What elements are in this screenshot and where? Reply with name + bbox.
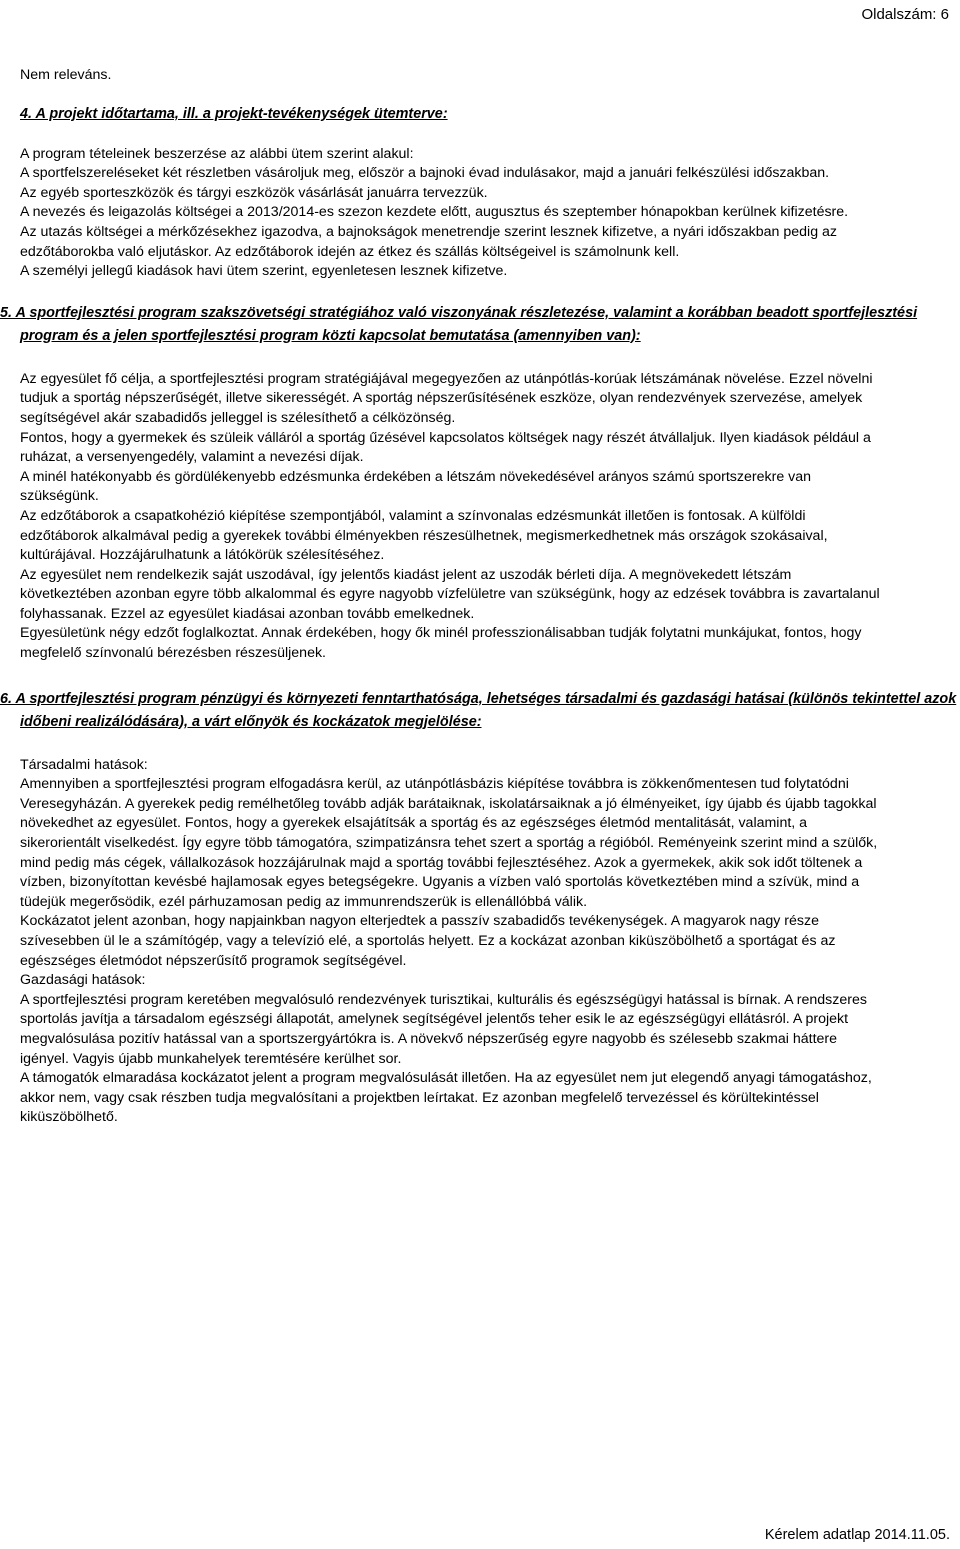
- social-impact-subheading: Társadalmi hatások:: [20, 756, 148, 773]
- section-5-line: A minél hatékonyabb és gördülékenyebb edzésmunka érdekében a létszám növekedésével arányos számú sportszerekre van: [20, 468, 812, 485]
- section-5-line: Az egyesület nem rendelkezik saját uszodával, így jelentős kiadást jelent az uszodák bérleti díja. A megnövekedett létszám: [20, 566, 792, 583]
- section-6-line: tüdejük megerősödik, ezél párhuzamosan pedig az immunrendszerük is ellenállóbbá válik.: [20, 893, 588, 910]
- section-4-line: A személyi jellegű kiadások havi ütem szerint, egyenletesen lesznek kifizetve.: [20, 263, 508, 280]
- section-6-line: kiküszöbölhető.: [20, 1109, 118, 1126]
- section-6-line: Kockázatot jelent azonban, hogy napjainkban nagyon elterjedtek a passzív szabadidős tevékenységek. A magyarok nagy része: [20, 913, 819, 930]
- page-number: Oldalszám: 6: [861, 6, 949, 23]
- section-5-line: tudjuk a sportág népszerűségét, illetve sikerességét. A sportág népszerűsítésének eszköze, olyan rendezvények szervezése, amelyek: [20, 390, 863, 407]
- section-6-line: vízben, bizonyítottan kevésbé hajlamosak egyes betegségekre. Ugyanis a vízben való sportolás következtében mind a szívük, mind a: [20, 874, 860, 891]
- section-4-line: A program tételeinek beszerzése az alábbi ütem szerint alakul:: [20, 145, 414, 162]
- section-6-line: sikerorientált viselkedést. Így egyre több támogatóra, szimpatizánsra tehet szert a sportág a régióból. Reményeink szerint mind a szülők,: [20, 835, 878, 852]
- section-5-line: következtében azonban egyre több alkalommal és egyre nagyobb vízfelületre van szükségünk, hogy az edzések továbbra is zavartalanul: [20, 586, 880, 603]
- section-4-body: [20, 145, 948, 282]
- section-5-line: Az egyesület fő célja, a sportfejlesztési program stratégiájával megegyezően az utánpótlás-korúak létszámának növelése. Ezzel növelni: [20, 370, 873, 387]
- section-6-line: Gazdasági hatások:: [20, 972, 146, 989]
- section-5-line: ruházat, a versenyengedély, valamint a nevezési díjak.: [20, 449, 364, 466]
- footer-label: Kérelem adatlap 2014.11.05.: [764, 1527, 950, 1543]
- section-4-line: Az egyéb sporteszközök és tárgyi eszközök vásárlását januárra tervezzük.: [20, 184, 488, 201]
- section-5-heading-line-2: program és a jelen sportfejlesztési program közti kapcsolat bemutatása (amennyiben van):: [20, 327, 641, 344]
- section-6-body: [20, 756, 948, 1128]
- section-6-heading-line-2: időbeni realizálódására), a várt előnyök és kockázatok megjelölése:: [20, 713, 482, 730]
- section-6-line: Amennyiben a sportfejlesztési program elfogadásra kerül, az utánpótlásbázis kiépítése továbbra is zökkenőmentesen tud folytatódni: [20, 776, 849, 793]
- section-5-line: segítségével akár szabadidős jelleggel is szélesíthető a célközönség.: [20, 409, 456, 426]
- section-6-heading: [0, 688, 957, 734]
- section-5-body: [20, 370, 948, 664]
- section-5-line: kultúrájával. Hozzájárulhatunk a látókörük szélesítéséhez.: [20, 547, 385, 564]
- section-5-line: folyhassanak. Ezzel az egyesület kiadásai azonban tovább emelkednek.: [20, 605, 475, 622]
- section-5-heading-line-1: 5. A sportfejlesztési program szakszövetségi stratégiához való viszonyának részletezése, valamint a korábban beadott sportfejlesztési: [0, 304, 918, 321]
- section-6-heading-line-1: 6. A sportfejlesztési program pénzügyi és környezeti fenntarthatósága, lehetséges társadalmi és gazdasági hatásai (különös tekintettel azok: [0, 690, 957, 707]
- section-6-line: sportolás javítja a társadalom egészségi állapotát, amelynek segítségével jelentős teher esik le az egészségügyi ellátásról. A projekt: [20, 1011, 849, 1028]
- section-4-line: A nevezés és leigazolás költségei a 2013/2014-es szezon kezdete előtt, augusztus és szeptember hónapokban kerülnek kifizetésre.: [20, 204, 849, 221]
- section-6-line: növekedhet az egyesület. Fontos, hogy a gyerekek elsajátítsák a sportág és az egészséges életmód mentalitását, valamint, a: [20, 815, 808, 832]
- not-relevant-text: Nem releváns.: [20, 67, 112, 83]
- section-4-line: Az utazás költségei a mérkőzésekhez igazodva, a bajnokságok menetrendje szerint lesznek kifizetve, a nyári időszakban pedig az: [20, 223, 838, 240]
- section-6-line: mind pedig más cégek, vállalkozások hozzájárulnak majd a sportág további fejlesztéséhez. Azok a gyermekek, akik sok időt töltenek a: [20, 854, 863, 871]
- section-5-line: megfelelő színvonalú bérezésben részesüljenek.: [20, 645, 327, 662]
- section-6-line: igényel. Vagyis újabb munkahelyek teremtésére kerülhet sor.: [20, 1050, 402, 1067]
- section-6-line: Veresegyházán. A gyerekek pedig remélhetőleg tovább adják barátaiknak, iskolatársaiknak a jó élményeiket, így újabb és újabb tagokkal: [20, 795, 877, 812]
- section-5-line: Egyesületünk négy edzőt foglalkoztat. Annak érdekében, hogy ők minél professzionálisabban tudják folytatni munkájukat, fontos, hogy: [20, 625, 862, 642]
- section-5-heading: [0, 302, 948, 348]
- section-5-line: Fontos, hogy a gyermekek és szüleik válláról a sportág űzésével kapcsolatos költségek nagy részét átvállaljuk. Ilyen kiadások például a: [20, 429, 871, 446]
- section-4-line: A sportfelszereléseket két részletben vásároljuk meg, először a bajnoki évad indulásakor, majd a januári felkészülési időszakban.: [20, 165, 830, 182]
- section-4-heading: 4. A projekt időtartama, ill. a projekt-tevékenységek ütemterve:: [20, 105, 448, 122]
- section-6-line: egészséges életmódot népszerűsítő programok segítségével.: [20, 952, 407, 969]
- document-body: [0, 60, 957, 1128]
- section-6-line: A támogatók elmaradása kockázatot jelent a program megvalósulását illetően. Ha az egyesület nem jut elegendő anyagi támogatáshoz,: [20, 1070, 872, 1087]
- section-5-line: edzőtáborok alkalmával pedig a gyerekek további élményekben részesülhetnek, megismerkedhetnek más országok szokásaival,: [20, 527, 828, 544]
- section-6-line: akkor nem, vagy csak részben tudja megvalósítani a projektben leírtakat. Ez azonban megfelelő tervezéssel és körültekintéssel: [20, 1089, 819, 1106]
- section-5-line: szükségünk.: [20, 488, 99, 505]
- section-5-line: Az edzőtáborok a csapatkohézió kiépítése szempontjából, valamint a színvonalas edzésmunkát illetően is fontosak. A külföldi: [20, 507, 806, 524]
- section-6-line: szívesebben ül le a számítógép, vagy a televízió elé, a sportolás helyett. Ez a kockázat azonban kiküszöbölhető a sportágat és az: [20, 933, 836, 949]
- section-6-line: megvalósulása pozitív hatással van a sportszergyártókra is. A növekvő népszerűség egyre nagyobb és szélesebb szakmai háttere: [20, 1030, 838, 1047]
- section-4-line: edzőtáborokba való eljutáskor. Az edzőtáborok idején az étkez és szállás költségeivel is számolnunk kell.: [20, 243, 680, 260]
- economic-impact-subheading: A sportfejlesztési program keretében megvalósuló rendezvények turisztikai, kulturális és egészségügyi hatással is bírnak. A rendszeres: [20, 991, 867, 1008]
